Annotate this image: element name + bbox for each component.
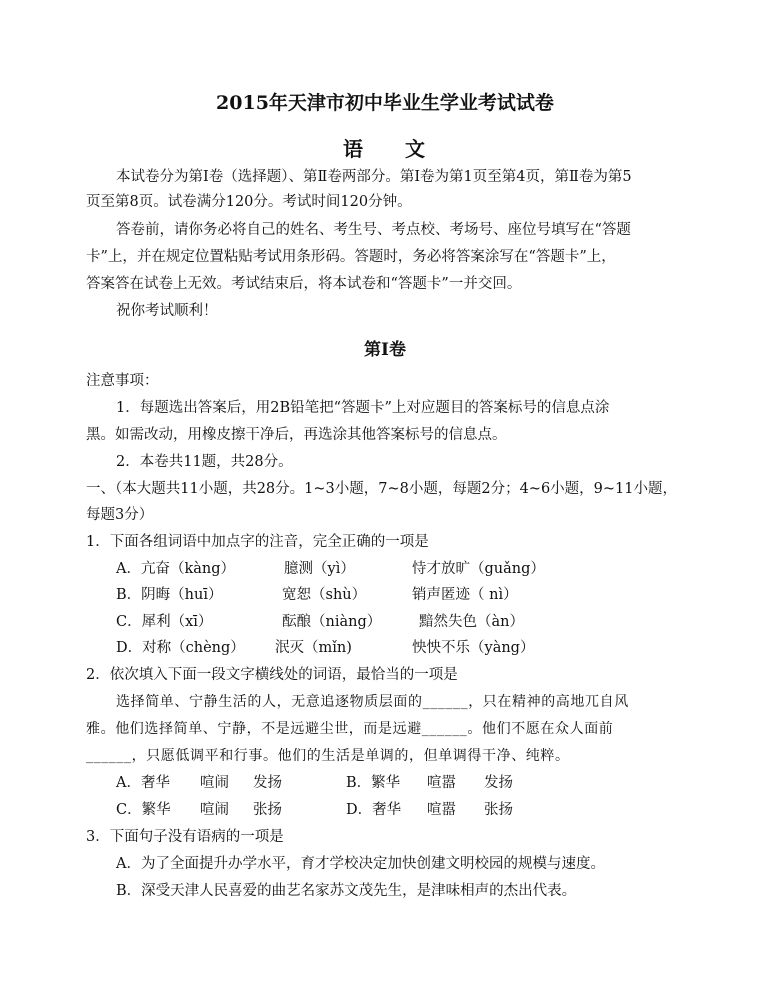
section-line: 一、（本大题共11小题，共28分。1~3小题，7~8小题，每题2分；4~6小题，9~11小题， [86,481,677,497]
subject-char-2: 文 [405,137,427,161]
subject-heading [0,133,770,162]
q2-option: 发扬 [484,775,513,791]
intro-line: 卡”上，并在规定位置粘贴考试用条形码。答题时，务必将答案涂写在“答题卡”上， [86,249,616,265]
q1-option: 宽恕（shù） [282,587,367,603]
q1-option: D．对称（chèng） [116,640,245,656]
notice-line: 1．每题选出答案后，用2B铅笔把“答题卡”上对应题目的答案标号的信息点涂 [116,400,610,416]
question-2-stem: 2．依次填入下面一段文字横线处的词语，最恰当的一项是 [86,667,458,683]
q1-option: 酝酿（niàng） [282,614,382,630]
intro-line: 答案答在试卷上无效。考试结束后，将本试卷和“答题卡”一并交回。 [86,276,522,292]
q1-option: 黯然失色（àn） [419,614,524,630]
q1-option: A．亢奋（kàng） [116,561,236,577]
passage-line: 选择简单、宁静生活的人，无意追逐物质层面的______，只在精神的高地兀自风 [116,694,629,710]
volume-heading: 第Ⅰ卷 [364,340,406,360]
q2-option: 发扬 [253,775,282,791]
exam-title: 2015年天津市初中毕业生学业考试试卷 [216,92,554,114]
q2-option: 喧嚣 [427,802,456,818]
q1-option: 泯灭（mǐn) [275,640,352,656]
q1-option: C．犀利（xī） [116,614,213,630]
notice-line: 黑。如需改动，用橡皮擦干净后，再选涂其他答案标号的信息点。 [86,427,507,443]
subject-char-1: 语 [343,137,365,161]
question-3-stem: 3．下面句子没有语病的一项是 [86,829,284,845]
q2-option: 喧闹 [200,775,229,791]
intro-line: 本试卷分为第Ⅰ卷（选择题）、第Ⅱ卷两部分。第Ⅰ卷为第1页至第4页，第Ⅱ卷为第5 [116,169,632,185]
section-line: 每题3分） [86,507,154,523]
q2-option: D．奢华 [346,802,402,818]
q1-option: 销声匿迹（ nì） [412,587,518,603]
q1-option: 恃才放旷（guǎng） [412,561,545,577]
notice-title: 注意事项： [86,373,159,389]
q2-option: 张扬 [484,802,513,818]
q2-option: 喧嚣 [427,775,456,791]
q2-option: 张扬 [253,802,282,818]
q3-option: B．深受天津人民喜爱的曲艺名家苏文茂先生，是津味相声的杰出代表。 [116,883,577,899]
q1-option: B．阴晦（huī） [116,587,223,603]
intro-line: 页至第8页。试卷满分120分。考试时间120分钟。 [86,194,412,210]
q1-option: 怏怏不乐（yàng） [412,640,535,656]
q2-option: B．繁华 [346,775,401,791]
passage-line: ______，只愿低调平和行事。他们的生活是单调的，但单调得干净、纯粹。 [86,748,570,764]
q3-option: A．为了全面提升办学水平，育才学校决定加快创建文明校园的规模与速度。 [116,856,605,872]
passage-line: 雅。他们选择简单、宁静，不是远避尘世，而是远避______。他们不愿在众人面前 [86,721,614,737]
intro-line: 答卷前，请你务必将自己的姓名、考生号、考点校、考场号、座位号填写在“答题 [116,222,631,238]
question-1-stem: 1．下面各组词语中加点字的注音，完全正确的一项是 [86,534,429,550]
notice-line: 2．本卷共11题，共28分。 [116,454,293,470]
q2-option: A．奢华 [116,775,170,791]
q2-option: 喧闹 [200,802,229,818]
intro-line: 祝你考试顺利！ [116,303,218,319]
q2-option: C．繁华 [116,802,171,818]
q1-option: 臆测（yì） [284,561,355,577]
